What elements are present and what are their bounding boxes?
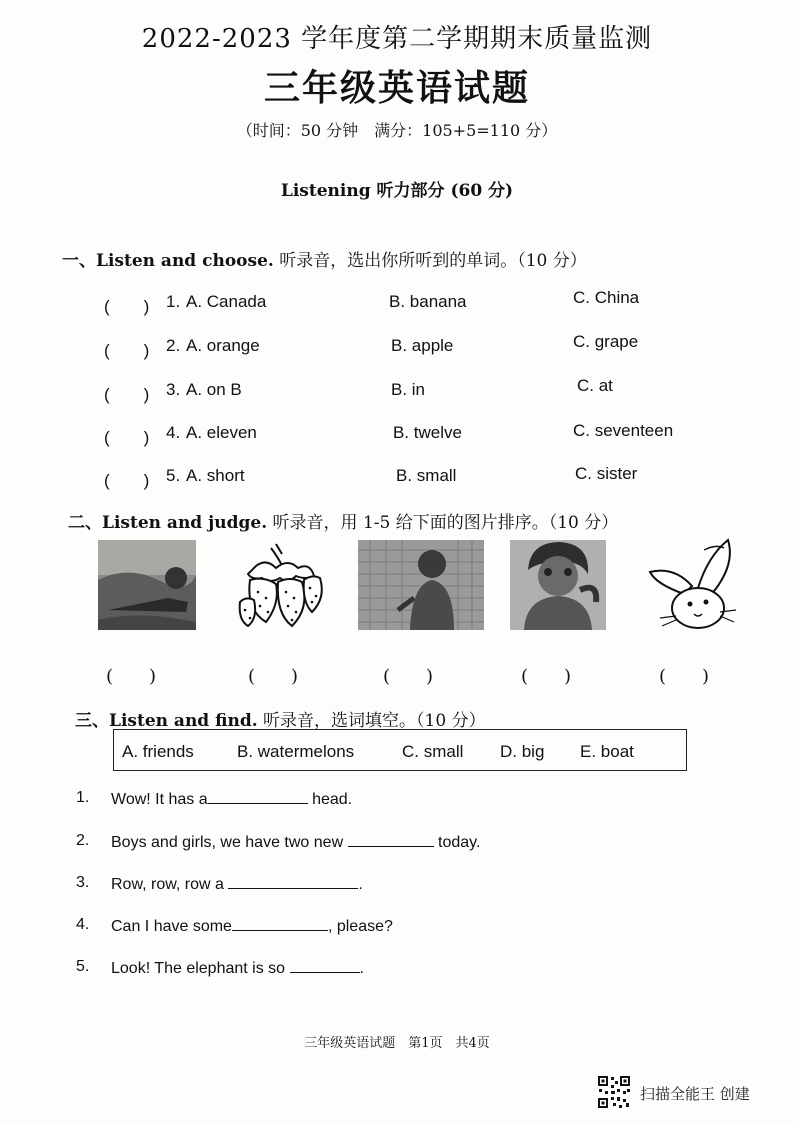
q2-title-zh: 听录音，用 1-5 给下面的图片排序。（10 分）	[267, 513, 619, 533]
sentence-number: 4.	[76, 916, 90, 933]
q3-title-zh: 听录音，选词填空。（10 分）	[257, 711, 486, 731]
item-number: 5.	[166, 466, 181, 485]
answer-blank[interactable]: ( )	[104, 428, 150, 447]
fill-blank[interactable]	[232, 916, 328, 931]
boat-photo-image	[98, 540, 196, 630]
fill-blank[interactable]	[290, 958, 360, 973]
boy-photo-image	[358, 540, 484, 630]
q1-heading	[62, 246, 587, 271]
sentence-number: 5.	[76, 958, 90, 975]
fill-sentence-5	[76, 958, 676, 980]
sentence-text-before: Boys and girls, we have two new	[111, 834, 348, 851]
q1-title-en: Listen and choose.	[96, 251, 274, 271]
sentence-text-after: head.	[307, 791, 353, 808]
fill-sentence-2	[76, 832, 676, 854]
sentence-number: 1.	[76, 789, 90, 806]
word-option-b: B. watermelons	[237, 742, 355, 761]
fill-blank[interactable]	[348, 832, 434, 847]
q3-heading	[75, 706, 486, 731]
sentence-number: 3.	[76, 874, 90, 891]
word-option-d: D. big	[500, 742, 545, 761]
fill-sentence-4	[76, 916, 676, 938]
sentence-text-after: , please?	[327, 918, 393, 935]
word-bank-box	[113, 729, 687, 771]
exam-title: 三年级英语试题	[263, 67, 530, 109]
q1-label: 一、	[62, 251, 96, 271]
option-b: B. twelve	[393, 423, 462, 442]
option-a: A. Canada	[186, 292, 267, 311]
option-a: A. short	[186, 466, 245, 485]
item-number: 2.	[166, 336, 181, 355]
exam-header-line: 2022-2023 学年度第二学期期末质量监测	[141, 24, 653, 54]
option-c: C. seventeen	[573, 421, 674, 440]
word-option-e: E. boat	[580, 742, 634, 761]
sentence-text-after: today.	[433, 834, 481, 851]
exam-time-score: （时间：50 分钟 满分：105+5=110 分）	[236, 121, 558, 140]
sentence-text-before: Look! The elephant is so	[111, 960, 290, 977]
q2-title-en: Listen and judge.	[102, 513, 268, 533]
order-blank-4[interactable]: ( )	[521, 666, 572, 687]
option-b: B. small	[396, 466, 457, 485]
item-number: 3.	[166, 380, 181, 399]
q2-label: 二、	[68, 513, 102, 533]
sentence-text-after: .	[358, 876, 363, 893]
q1-row-4	[0, 423, 794, 447]
q3-title-en: Listen and find.	[109, 711, 258, 731]
sentence-text-after: .	[359, 960, 364, 977]
answer-blank[interactable]: ( )	[104, 385, 150, 404]
order-blank-2[interactable]: ( )	[248, 666, 299, 687]
answer-blank[interactable]: ( )	[104, 341, 150, 360]
item-number: 4.	[166, 423, 181, 442]
scanner-watermark: 扫描全能王 创建	[640, 1085, 750, 1103]
fill-sentence-3	[76, 874, 676, 896]
option-c: C. sister	[575, 464, 638, 483]
strawberries-image	[236, 540, 328, 632]
q3-label: 三、	[75, 711, 109, 731]
q1-row-3	[0, 376, 794, 404]
answer-blank[interactable]: ( )	[104, 471, 150, 490]
fill-blank[interactable]	[208, 789, 308, 804]
q1-title-zh: 听录音，选出你所听到的单词。（10 分）	[273, 251, 587, 271]
q1-row-5	[0, 466, 794, 490]
word-option-c: C. small	[402, 742, 464, 761]
girl-photo-image	[510, 540, 606, 630]
q1-row-2	[0, 332, 794, 360]
answer-blank[interactable]: ( )	[104, 297, 150, 316]
q2-heading	[68, 508, 618, 533]
q1-row-1	[0, 288, 794, 316]
item-number: 1.	[166, 292, 181, 311]
order-blank-1[interactable]: ( )	[106, 666, 157, 687]
qr-code-icon	[597, 1075, 631, 1109]
option-b: B. banana	[389, 292, 467, 311]
order-blank-5[interactable]: ( )	[659, 666, 710, 687]
option-c: C. grape	[573, 332, 639, 351]
fill-sentence-1	[76, 789, 676, 811]
page-footer: 三年级英语试题 第1页 共4页	[304, 1036, 490, 1051]
option-a: A. eleven	[186, 423, 257, 442]
sentence-number: 2.	[76, 832, 90, 849]
rabbit-image	[646, 536, 738, 636]
sentence-text-before: Can I have some	[111, 918, 232, 935]
option-b: B. apple	[391, 336, 454, 355]
option-c: C. at	[577, 376, 613, 395]
sentence-text-before: Wow! It has a	[111, 791, 208, 808]
option-b: B. in	[391, 380, 426, 399]
fill-blank[interactable]	[228, 874, 358, 889]
word-option-a: A. friends	[122, 742, 194, 761]
order-blank-3[interactable]: ( )	[383, 666, 434, 687]
option-a: A. orange	[186, 336, 260, 355]
option-c: C. China	[573, 288, 640, 307]
option-a: A. on B	[186, 380, 242, 399]
section-heading-listening: Listening 听力部分 (60 分)	[280, 181, 514, 201]
sentence-text-before: Row, row, row a	[111, 876, 229, 893]
